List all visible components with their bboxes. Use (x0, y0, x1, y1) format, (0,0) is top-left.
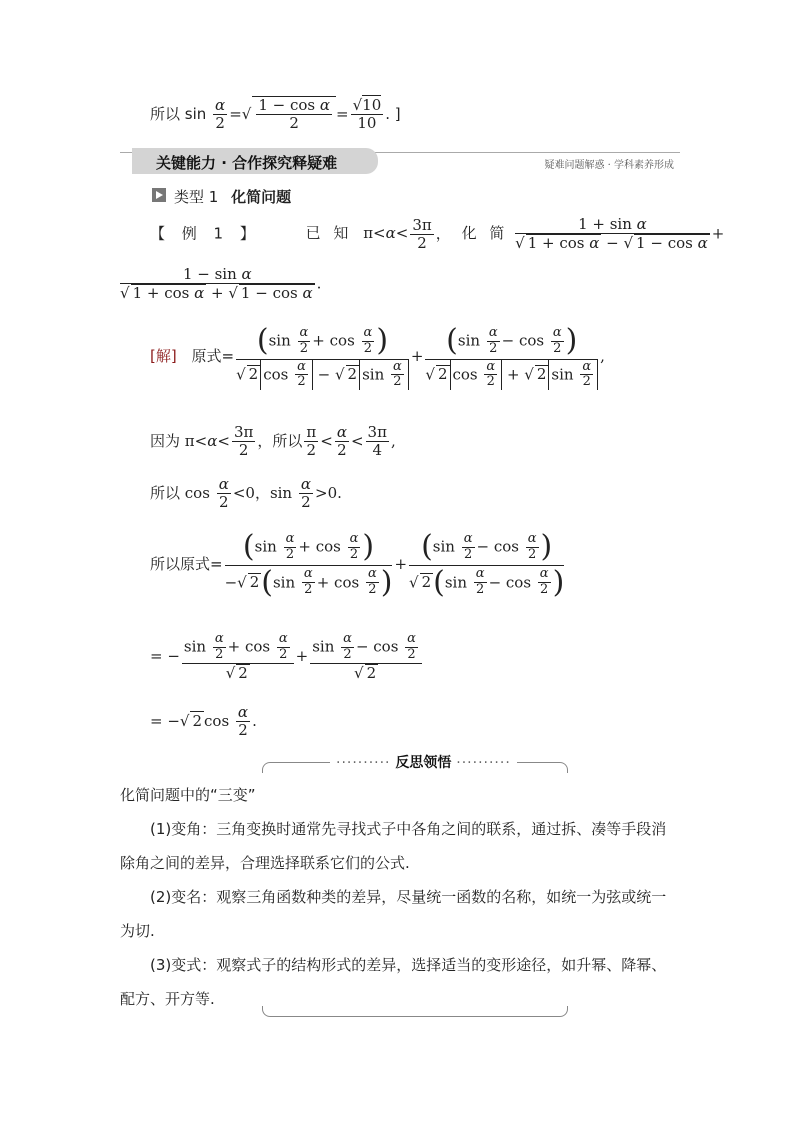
type-name: 化简问题 (231, 188, 292, 206)
solution-final: = −√ 2 cos $\frac{\alpha}{2}$ . (150, 703, 257, 740)
reflect-title: ·········· 反思领悟 ·········· (330, 752, 517, 772)
reflect-item-1: (1)变角：三角变换时通常先寻找式子中各角之间的联系，通过拆、凑等手段消除角之间的差异，合理选择联系它们的公式. (120, 820, 667, 872)
reflect-item-2: (2)变名：观察三角函数种类的差异，尽量统一函数的名称，如统一为弦或统一为切. (120, 888, 667, 940)
top-prefix: 所以 sin (150, 104, 207, 123)
play-icon (152, 188, 166, 202)
example-given: 已 知 (305, 224, 353, 243)
solution-line-3: = − sin $\frac{\alpha}{2}$ + cos $\frac{\alpha}{2}$ √ 2 + sin $\frac{\alpha}{2}$ − cos $\frac{\alpha}{2}$ √ 2 (150, 632, 424, 682)
type-label: 类型 1 (174, 188, 219, 206)
solution-line-2: 所以原式= (sin $\frac{\alpha}{2}$ + cos $\frac{\alpha}{2}$ ) −√ 2(sin $\frac{\alpha}{2}$ + cos $\frac{\alpha}{2}$ ) + (sin $\frac{\alpha}{2}$ − cos $\frac{\alpha}{2}$ ) √ 2(sin $\frac{\alpha}{2}$ − cos $\frac{\alpha}{2}$ ) (150, 529, 565, 600)
type-heading (174, 186, 291, 207)
example-simplify: 化 简 (461, 224, 509, 243)
solution-original: 原式= (191, 347, 235, 366)
top-result-line: 所以 sin $\frac{\alpha}{2}$ =√ $\frac{\text{1 − cos α}}{2}$ = $\frac{√10}{10}$ . ] (150, 96, 401, 133)
example-line: 【 例 1 】 已 知 π<α< $\frac{3\pi}{2}$ ， 化 简 $\frac{\text{1 + sin α}}{\text{√ 1 + cos α − √ 1 − cos α}}$ + (150, 215, 725, 253)
solution-because: 因为 π<α< $\frac{3\pi}{2}$ ，所以 $\frac{\pi}{2}$ < $\frac{\alpha}{2}$ < $\frac{3\pi}{4}$ , (150, 423, 396, 460)
solution-line-1: [解] 原式= (sin $\frac{\alpha}{2}$ + cos $\frac{\alpha}{2}$ ) √ 2 cos $\frac{\alpha}{2}$ − √ 2 sin $\frac{\alpha}{2}$ + (sin $\frac{\alpha}{2}$ − cos $\frac{\alpha}{2}$ ) √ 2 cos $\frac{\alpha}{2}$ + √ 2 sin $\frac{\alpha}{2}$ , (150, 323, 605, 390)
so-label-1: 所以 (272, 431, 303, 450)
reflect-intro: 化简问题中的“三变” (120, 786, 256, 804)
top-suffix: . ] (385, 104, 401, 123)
section-title: 关键能力 · 合作探究释疑难 (156, 154, 338, 172)
so-label-2: 所以 (150, 483, 181, 502)
reflect-box-bottom (262, 1006, 568, 1017)
example-label: 【 例 1 】 (150, 224, 261, 243)
solution-tag: [解] (150, 347, 177, 366)
so-original-label: 所以原式= (150, 555, 223, 573)
reflect-title-text: 反思领悟 (395, 755, 452, 771)
section-tag: 疑难问题解惑 · 学科素养形成 (544, 160, 674, 171)
solution-sign: 所以 cos $\frac{\alpha}{2}$ <0，sin $\frac{\alpha}{2}$ >0. (150, 475, 342, 512)
because-label: 因为 (150, 431, 181, 450)
reflect-item-3: (3)变式：观察式子的结构形式的差异，选择适当的变形途径，如升幂、降幂、配方、开方等. (120, 956, 667, 1008)
example-line-2: $\frac{\text{1 − sin α}}{\text{√ 1 + cos α + √ 1 − cos α}}$ . (120, 265, 322, 303)
